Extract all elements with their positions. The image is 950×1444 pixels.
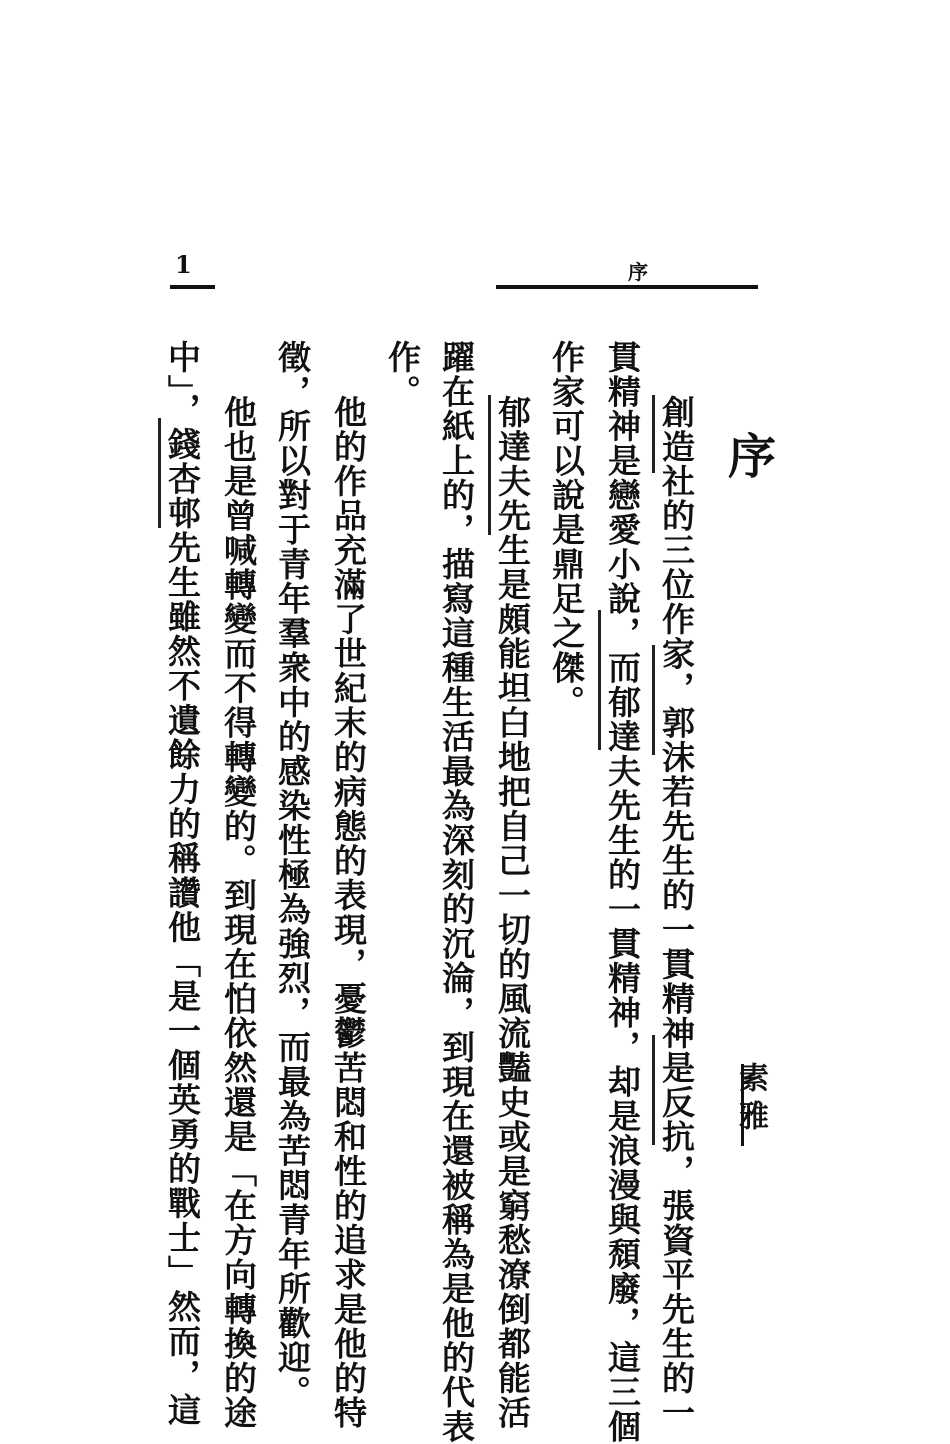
running-header-title: 序 (628, 260, 648, 284)
text-column-7: 他的作品充滿了世紀末的病態的表現，憂鬱苦悶和性的追求是他的特 (329, 395, 368, 1430)
page-number: 1 (175, 250, 192, 279)
text-column-5: 躍在紙上的，描寫這種生活最為深刻的沉淪，到現在還被稱為是他的代表 (437, 340, 476, 1444)
proper-name-mark (652, 1035, 655, 1145)
proper-name-mark (488, 395, 491, 535)
text-column-3: 作家可以說是鼎足之傑。 (547, 340, 586, 720)
text-column-2: 貫精神是戀愛小說，而郁達夫先生的一貫精神，却是浪漫與頹廢，這三個 (603, 340, 642, 1444)
page-number-rule (170, 285, 215, 289)
text-column-1: 創造社的三位作家，郭沫若先生的一貫精神是反抗，張資平先生的一 (657, 395, 696, 1430)
chapter-title: 序 (728, 429, 777, 485)
proper-name-mark (158, 418, 161, 528)
text-column-10: 中」，錢杏邨先生雖然不遺餘力的稱讚他「是一個英勇的戰士」然而，這 (163, 340, 202, 1428)
proper-name-mark (652, 645, 655, 755)
text-column-9: 他也是曾喊轉變而不得轉變的。到現在怕依然還是「在方向轉換的途 (219, 395, 258, 1430)
proper-name-mark (598, 610, 601, 750)
text-column-6: 作。 (383, 340, 422, 409)
proper-name-mark (652, 395, 655, 473)
text-column-4: 郁達夫先生是頗能坦白地把自己一切的風流豔史或是窮愁潦倒都能活 (493, 395, 532, 1430)
header-rule (496, 285, 758, 289)
author-name: 素雅 (733, 1062, 768, 1138)
text-column-8: 徵，所以對于青年羣衆中的感染性極為強烈，而最為苦悶青年所歡迎。 (273, 340, 312, 1410)
